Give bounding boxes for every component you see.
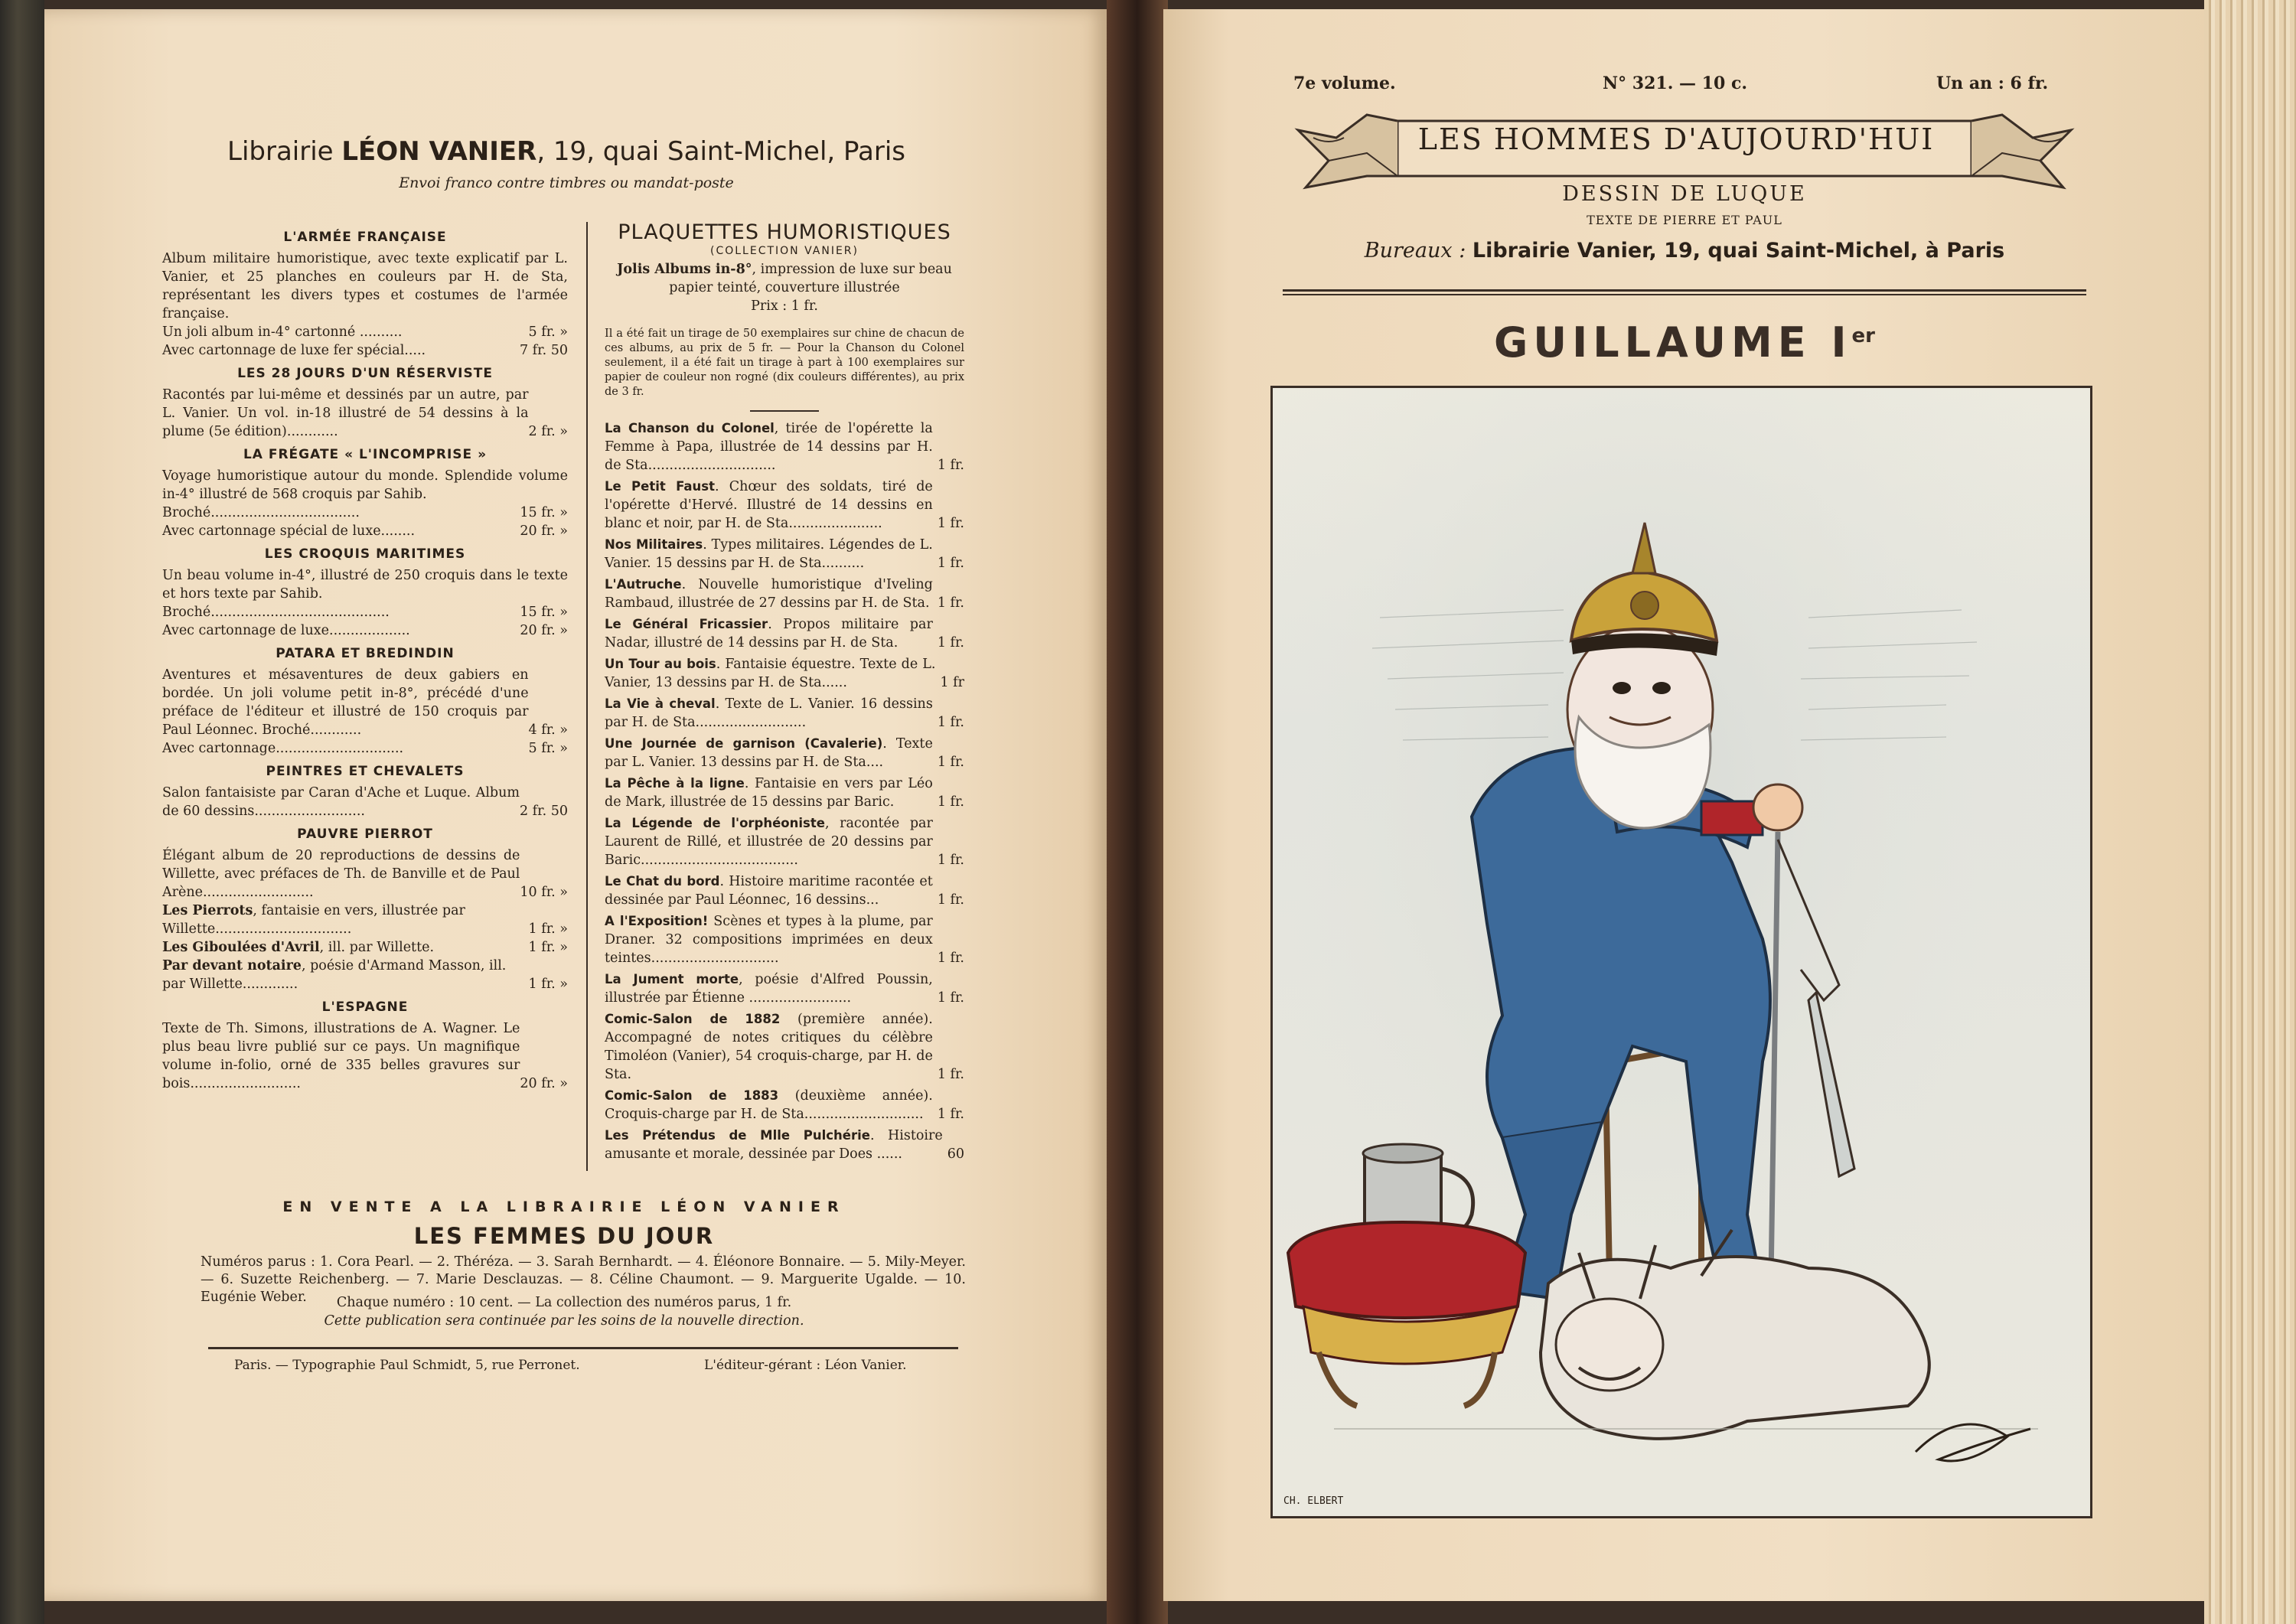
plaquette-title: La Légende de l'orphéoniste	[605, 816, 825, 830]
plaquette-price: 1 fr.	[937, 853, 964, 868]
plaquette-entry	[605, 536, 964, 572]
stein-lid	[1363, 1144, 1443, 1163]
price-row: Broché................................... 15 fr. »	[162, 505, 568, 520]
plaquette-price: 1 fr.	[937, 516, 964, 531]
right-eye	[1652, 682, 1671, 694]
plaquette-description: (première année). Accompagné de notes critiques du célèbre Timoléon (Vanier), 54 croquis-charge, par H. de Sta.	[605, 1012, 933, 1082]
plaquette-description: . Fantaisie équestre. Texte de L. Vanier, 13 dessins par H. de Sta......	[605, 657, 936, 690]
printer-credit: Paris. — Typographie Paul Schmidt, 5, rue Perronet.	[234, 1358, 580, 1373]
plaquette-title: Comic-Salon de 1883	[605, 1088, 779, 1103]
price-row: Salon fantaisiste par Caran d'Ache et Luque. Album de 60 dessins.......................... 2 fr. 50	[162, 785, 568, 819]
masthead-title: LES HOMMES D'AUJOURD'HUI	[1417, 122, 1935, 156]
caricature-plate	[1270, 386, 2092, 1518]
editor-credit: L'éditeur-gérant : Léon Vanier.	[704, 1358, 907, 1373]
plaquettes-heading: PLAQUETTES HUMORISTIQUES	[618, 220, 951, 244]
plaquette-entry	[605, 814, 964, 869]
plaquette-title: A l'Exposition!	[605, 914, 709, 928]
bulldog-head	[1556, 1299, 1663, 1391]
engraver-credit: CH. ELBERT	[1283, 1495, 1344, 1507]
plaquette-entry	[605, 774, 964, 811]
plaquette-entry	[605, 695, 964, 732]
plaquettes-note: Il a été fait un tirage de 50 exemplaires sur chine de chacun de ces albums, au prix de 5 fr. — Pour la Chanson du Colonel seulement, il a été fait un tirage à part à 100 exemplaires sur papier de couleur non rogné (dix couleurs différentes), au prix de 3 fr.	[605, 327, 964, 398]
plaquette-price: 1 fr.	[937, 794, 964, 810]
price-row: Texte de Th. Simons, illustrations de A. Wagner. Le plus beau livre publié sur ce pays. Un magnifique volume in-folio, orné de 335 belles gravures sur bois.......................... 20 fr. »	[162, 1021, 568, 1091]
price-row: Broché.......................................... 15 fr. »	[162, 605, 568, 620]
plaquette-title: Les Prétendus de Mlle Pulchérie	[605, 1128, 870, 1143]
plaquette-price: 1 fr.	[937, 1107, 964, 1122]
plaquette-price: 1 fr.	[937, 635, 964, 651]
column-divider	[586, 222, 588, 1171]
helmet-eagle	[1631, 592, 1658, 619]
plaquette-price: 1 fr.	[937, 892, 964, 908]
plaquette-entry	[605, 615, 964, 652]
plaquette-price: 1 fr.	[937, 990, 964, 1006]
plaquette-description: . Texte de L. Vanier. 16 dessins par H. de Sta..........................	[605, 696, 933, 730]
plaquette-price: 1 fr.	[937, 595, 964, 611]
plaquette-entry	[605, 735, 964, 771]
price-row: Un joli album in-4° cartonné .......... 5 fr. »	[162, 324, 568, 340]
price-row: Par devant notaire, poésie d'Armand Masson, ill. par Willette............. 1 fr. »	[162, 958, 568, 992]
drawing-credit: DESSIN DE LUQUE	[1562, 182, 1807, 206]
section-heading: L'ARMÉE FRANÇAISE	[283, 230, 447, 245]
hand	[1753, 784, 1802, 830]
plaquette-entry	[605, 478, 964, 533]
left-eye	[1613, 682, 1631, 694]
plaquette-description: , poésie d'Alfred Poussin, illustrée par Étienne ........................	[605, 972, 933, 1006]
plaquette-description: , racontée par Laurent de Rillé, et illustrée de 20 dessins par Baric.....................................	[605, 816, 933, 868]
plaquette-title: Le Chat du bord	[605, 874, 720, 889]
section-heading: PATARA ET BREDINDIN	[276, 646, 455, 661]
plaquette-description: . Types militaires. Légendes de L. Vanier. 15 dessins par H. de Sta..........	[605, 537, 933, 571]
publisher-title-pre: Librairie	[227, 136, 342, 167]
publisher-name: LÉON VANIER	[341, 136, 537, 167]
issue-number: N° 321. — 10 c.	[1603, 73, 1747, 93]
plaquette-entry	[605, 419, 964, 474]
section-heading: LES 28 JOURS D'UN RÉSERVISTE	[237, 366, 493, 381]
plaquette-title: Le Général Fricassier	[605, 617, 768, 631]
plaquette-price: 1 fr.	[937, 1067, 964, 1082]
plaquette-description: , tirée de l'opérette la Femme à Papa, illustrée de 14 dessins par H. de Sta..............................	[605, 421, 933, 473]
section-text: Album militaire humoristique, avec texte explicatif par L. Vanier, et 25 planches en couleurs par H. de Sta, représentant les divers types et costumes de l'armée française.	[162, 251, 568, 321]
plaquette-title: Une Journée de garnison (Cavalerie)	[605, 736, 883, 751]
price-row: Avec cartonnage.............................. 5 fr. »	[162, 741, 568, 756]
publisher-subtitle: Envoi franco contre timbres ou mandat-poste	[399, 174, 734, 191]
footer-rule	[208, 1347, 958, 1349]
plaquette-title: La Chanson du Colonel	[605, 421, 775, 435]
femmes-du-jour-title: LES FEMMES DU JOUR	[413, 1223, 715, 1249]
price-row: Aventures et mésaventures de deux gabiers en bordée. Un joli volume petit in-8°, précédé d'une préface de l'éditeur et illustré de 150 croquis par Paul Léonnec. Broché............ 4 fr. »	[162, 667, 568, 738]
en-vente-heading: EN VENTE A LA LIBRAIRIE LÉON VANIER	[282, 1198, 846, 1215]
volume-label: 7e volume.	[1293, 73, 1396, 93]
continuation-note: Cette publication sera continuée par les soins de la nouvelle direction.	[324, 1313, 804, 1329]
text-credit: TEXTE DE PIERRE ET PAUL	[1587, 213, 1782, 227]
plaquette-price: 60	[947, 1146, 964, 1162]
section-heading: L'ESPAGNE	[321, 1000, 409, 1015]
price-row: Élégant album de 20 reproductions de dessins de Willette, avec préfaces de Th. de Banville et de Paul Arène.......................... 10 fr. »	[162, 848, 568, 900]
red-cushion	[1288, 1222, 1525, 1318]
femmes-du-jour-issues: Numéros parus : 1. Cora Pearl. — 2. Théréza. — 3. Sarah Bernhardt. — 4. Éléonore Bonnaire. — 5. Mily-Meyer. — 6. Suzette Reichenberg. — 7. Marie Desclauzas. — 8. Céline Chaumont. — 9. Marguerite Ugalde. — 10. Eugénie Weber.	[201, 1254, 966, 1305]
plaquette-entry	[605, 576, 964, 612]
headline: GUILLAUME Ier	[1493, 318, 1876, 367]
plaquette-description: . Chœur des soldats, tiré de l'opérette d'Hervé. Illustré de 14 dessins en blanc et noir, par H. de Sta......................	[605, 479, 933, 531]
page-edges	[2204, 0, 2296, 1624]
catalog-column-left	[162, 223, 568, 1093]
plaquette-entry	[605, 1127, 964, 1163]
section-heading: LES CROQUIS MARITIMES	[264, 546, 466, 562]
section-heading: PAUVRE PIERROT	[297, 827, 433, 842]
plaquette-description: . Propos militaire par Nadar, illustré de 14 dessins par H. de Sta.	[605, 617, 933, 651]
publisher-title	[168, 136, 964, 167]
plaquette-entry	[605, 1087, 964, 1123]
plaquettes-subheading: (COLLECTION VANIER)	[710, 245, 859, 257]
price-row: Avec cartonnage spécial de luxe........ 20 fr. »	[162, 523, 568, 539]
plaquette-entry	[605, 970, 964, 1007]
book-binding	[0, 0, 44, 1624]
short-rule	[750, 410, 819, 412]
plaquette-title: Comic-Salon de 1882	[605, 1012, 781, 1026]
catalog-column-right	[605, 220, 964, 1166]
plaquette-title: Un Tour au bois	[605, 657, 716, 671]
plaquette-entry	[605, 655, 964, 692]
caricature-illustration	[1273, 388, 2090, 1516]
plaquettes-price: Prix : 1 fr.	[751, 298, 818, 314]
plaquettes-intro: Jolis Albums in-8°, impression de luxe sur beau papier teinté, couverture illustrée	[617, 262, 952, 295]
bureaux-label: Bureaux :	[1364, 239, 1466, 263]
plaquette-description: . Histoire amusante et morale, dessinée par Does ......	[605, 1128, 943, 1162]
femmes-du-jour-price: Chaque numéro : 10 cent. — La collection des numéros parus, 1 fr.	[336, 1295, 792, 1310]
plaquette-description: (deuxième année). Croquis-charge par H. de Sta............................	[605, 1088, 933, 1122]
plaquette-description: Scènes et types à la plume, par Draner. 32 compositions imprimées en deux teintes..............................	[605, 914, 933, 966]
plaquette-title: La Vie à cheval	[605, 696, 716, 711]
plaquette-description: . Fantaisie en vers par Léo de Mark, illustrée de 15 dessins par Baric.	[605, 776, 933, 810]
plaquette-description: . Histoire maritime racontée et dessinée par Paul Léonnec, 16 dessins...	[605, 874, 933, 908]
plaquette-entry	[605, 872, 964, 909]
plaquette-description: . Nouvelle humoristique d'Iveling Rambaud, illustrée de 27 dessins par H. de Sta.	[605, 577, 933, 611]
subscription-price: Un an : 6 fr.	[1936, 73, 2049, 93]
plaquette-title: La Pêche à la ligne	[605, 776, 745, 791]
section-text: Voyage humoristique autour du monde. Splendide volume in-4° illustré de 568 croquis par Sahib.	[162, 468, 568, 502]
price-row: Racontés par lui-même et dessinés par un autre, par L. Vanier. Un vol. in-18 illustré de 54 dessins à la plume (5e édition)............ 2 fr. »	[162, 387, 568, 439]
plaquette-price: 1 fr.	[937, 556, 964, 571]
plaquette-entry	[605, 912, 964, 967]
plaquette-title: Le Petit Faust	[605, 479, 716, 494]
plaquette-title: La Jument morte	[605, 972, 739, 986]
plaquette-description: . Texte par L. Vanier. 13 dessins par H. de Sta....	[605, 736, 933, 770]
publisher-address: , 19, quai Saint-Michel, Paris	[536, 136, 905, 167]
plaquette-title: Nos Militaires	[605, 537, 703, 552]
book-gutter	[1107, 0, 1168, 1624]
plaquette-price: 1 fr	[940, 675, 964, 690]
plaquette-price: 1 fr.	[937, 715, 964, 730]
plaquette-entry	[605, 1010, 964, 1084]
price-row: Avec cartonnage de luxe fer spécial..... 7 fr. 50	[162, 343, 568, 358]
bureaux-address: Librairie Vanier, 19, quai Saint-Michel, à Paris	[1472, 239, 2005, 263]
price-row: Les Pierrots, fantaisie en vers, illustrée par Willette................................ 1 fr. »	[162, 903, 568, 937]
price-row: Les Giboulées d'Avril, ill. par Willette. 1 fr. »	[162, 940, 568, 955]
plaquette-price: 1 fr.	[937, 458, 964, 473]
plaquettes-list	[605, 419, 964, 1163]
bureaux-line	[1283, 239, 2086, 263]
masthead-rule	[1283, 289, 2086, 295]
section-heading: LA FRÉGATE « L'INCOMPRISE »	[243, 447, 488, 462]
price-row: Avec cartonnage de luxe................... 20 fr. »	[162, 623, 568, 638]
plaquette-price: 1 fr.	[937, 951, 964, 966]
section-heading: PEINTRES ET CHEVALETS	[266, 764, 465, 779]
section-text: Un beau volume in-4°, illustré de 250 croquis dans le texte et hors texte par Sahib.	[162, 568, 568, 602]
plaquette-price: 1 fr.	[937, 755, 964, 770]
plaquette-title: L'Autruche	[605, 577, 682, 592]
